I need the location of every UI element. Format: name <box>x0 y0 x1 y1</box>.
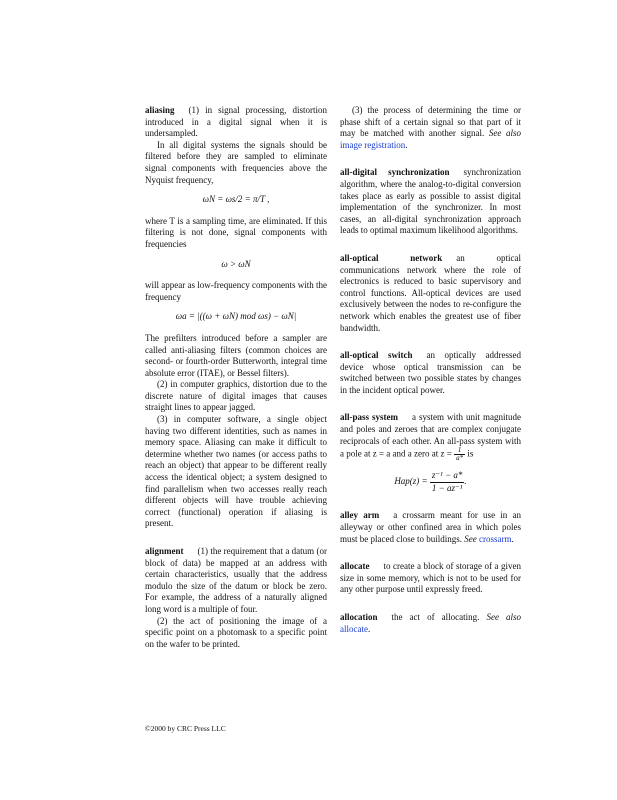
fraction-numerator: 1 <box>454 447 465 455</box>
allocate-text: to create a block of storage of a given size in some memory, which is not to be used for any other purpose until expressly freed. <box>340 561 521 595</box>
alignment-def-3 <box>340 105 521 151</box>
equation-end: . <box>464 476 467 487</box>
term-all-optical-network: all-optical network <box>340 252 443 263</box>
equation-numerator: z⁻¹ − a* <box>430 470 465 483</box>
entry-all-pass-system <box>340 412 521 494</box>
equation-all-pass <box>340 470 521 494</box>
all-pass-def <box>340 412 521 462</box>
fraction-denominator: a* <box>456 454 464 463</box>
see-label: See <box>464 533 477 544</box>
alignment-text-1: (1) the requirement that a datum (or block of data) be mapped at an address with certain characteristics, usually that the address modulo the size of the datum or block be zero. For example, the address of a naturally aligned long word is a multiple of four. <box>145 546 327 614</box>
term-allocate: allocate <box>340 561 370 572</box>
entry-alley-arm <box>340 510 521 545</box>
equation-denominator: 1 − az⁻¹ <box>431 482 463 493</box>
punct: . <box>405 139 408 150</box>
all-optical-switch-text: an optically addressed device whose optical transmission can be switched between two possible states by changes in the incident optical power. <box>340 350 521 395</box>
aliasing-def-7: (3) in computer software, a single object having two different identities, such as names in memory space. Aliasing can make it difficult to determine whether two names (or access paths to reach an object) that appear to be different really access the identical object; a system designed to find parallelism when two accesses really reach different objects will have trouble achieving correct (functional) operation if aliasing is present. <box>145 414 327 529</box>
entry-allocate <box>340 561 521 596</box>
aliasing-def-5: The prefilters introduced before a sampler are called anti-aliasing filters (common choices are second- or fourth-order Butterworth, integral time absolute error (ITAE), or Bessel filters). <box>145 332 327 378</box>
aliasing-text-1: (1) in signal processing, distortion introduced in a digital signal when it is undersampled. <box>145 105 327 139</box>
equation-nyquist: ωN = ωs/2 = π/T , <box>202 194 270 205</box>
term-alley-arm: alley arm <box>340 510 380 521</box>
punct: . <box>511 533 514 544</box>
term-all-digital-synchronization: all-digital synchronization <box>340 167 450 178</box>
all-optical-switch-def <box>340 350 521 396</box>
all-digital-def <box>340 167 521 237</box>
term-allocation: allocation <box>340 612 378 622</box>
fraction-one-over-a-conj <box>454 447 465 462</box>
alignment-def-1 <box>145 546 327 616</box>
aliasing-def-1 <box>145 105 327 140</box>
term-aliasing: aliasing <box>145 105 175 115</box>
all-pass-text: a system with unit magnitude and poles and zeroes that are complex conjugate reciprocals of each other. An all-pass system with a pole at z = a and a zero at z = <box>340 412 521 459</box>
all-pass-is: is <box>467 448 474 459</box>
entry-all-optical-switch <box>340 350 521 396</box>
equation-omega-gt: ω > ωN <box>221 258 251 269</box>
left-column <box>145 105 327 666</box>
see-also-label: See also <box>488 128 522 139</box>
entry-aliasing <box>145 105 327 530</box>
alley-arm-def <box>340 510 521 545</box>
term-all-optical-switch: all-optical switch <box>340 350 413 361</box>
link-crossarm[interactable]: crossarm <box>478 533 512 544</box>
link-allocate[interactable]: allocate <box>340 623 368 634</box>
right-column <box>340 105 521 651</box>
aliasing-def-6: (2) in computer graphics, distortion due to the discrete nature of digital images that causes straight lines to appear jagged. <box>145 379 327 413</box>
entry-alignment-continued <box>340 105 521 151</box>
equation-alias-frequency: ωa = |((ω + ωN) mod ωs) − ωN| <box>175 311 297 322</box>
aliasing-def-4: will appear as low-frequency components with the frequency <box>145 280 327 302</box>
aliasing-def-3: where T is a sampling time, are eliminated. If this filtering is not done, signal components with frequencies <box>145 215 327 249</box>
entry-all-digital-synchronization <box>340 167 521 237</box>
equation-fraction <box>430 470 465 494</box>
alignment-text-3: (3) the process of determining the time or phase shift of a certain signal so that part of it may be matched with another signal. <box>340 105 521 139</box>
see-also-label: See also <box>486 612 522 622</box>
all-optical-network-text: an optical communications network where the role of electronics is reduced to basic supervisory and control functions. All-optical devices are used exclusively between the nodes to re-configure the network which enables the greatest use of fiber bandwidth. <box>340 252 521 333</box>
equation-lhs: Hap(z) = <box>394 476 428 487</box>
term-alignment: alignment <box>145 546 184 556</box>
all-digital-text: synchronization algorithm, where the analog-to-digital conversion takes place as early as possible to assist digital implementation of the synchronizer. In most cases, an all-digital synchronization approach leads to optimal maximum likelihood algorithms. <box>340 167 521 236</box>
entry-all-optical-network <box>340 253 521 334</box>
punct: . <box>367 623 371 634</box>
allocation-text: the act of allocating. <box>391 612 480 622</box>
link-image-registration[interactable]: image registration <box>340 139 406 150</box>
alignment-def-2: (2) the act of positioning the image of a specific point on a photomask to a specific point on the wafer to be printed. <box>145 615 327 649</box>
alley-arm-text: a crossarm meant for use in an alleyway or other confined area in which poles must be placed close to buildings. <box>340 510 521 544</box>
term-all-pass-system: all-pass system <box>340 412 398 423</box>
allocate-def <box>340 561 521 596</box>
copyright-footer: ©2000 by CRC Press LLC <box>145 724 226 733</box>
aliasing-def-2: In all digital systems the signals should be filtered before they are sampled to eliminate signal components with frequencies above the Nyquist frequency, <box>145 139 327 185</box>
entry-allocation <box>340 612 521 635</box>
entry-alignment <box>145 546 327 650</box>
all-optical-network-def <box>340 253 521 334</box>
allocation-def <box>340 612 521 635</box>
